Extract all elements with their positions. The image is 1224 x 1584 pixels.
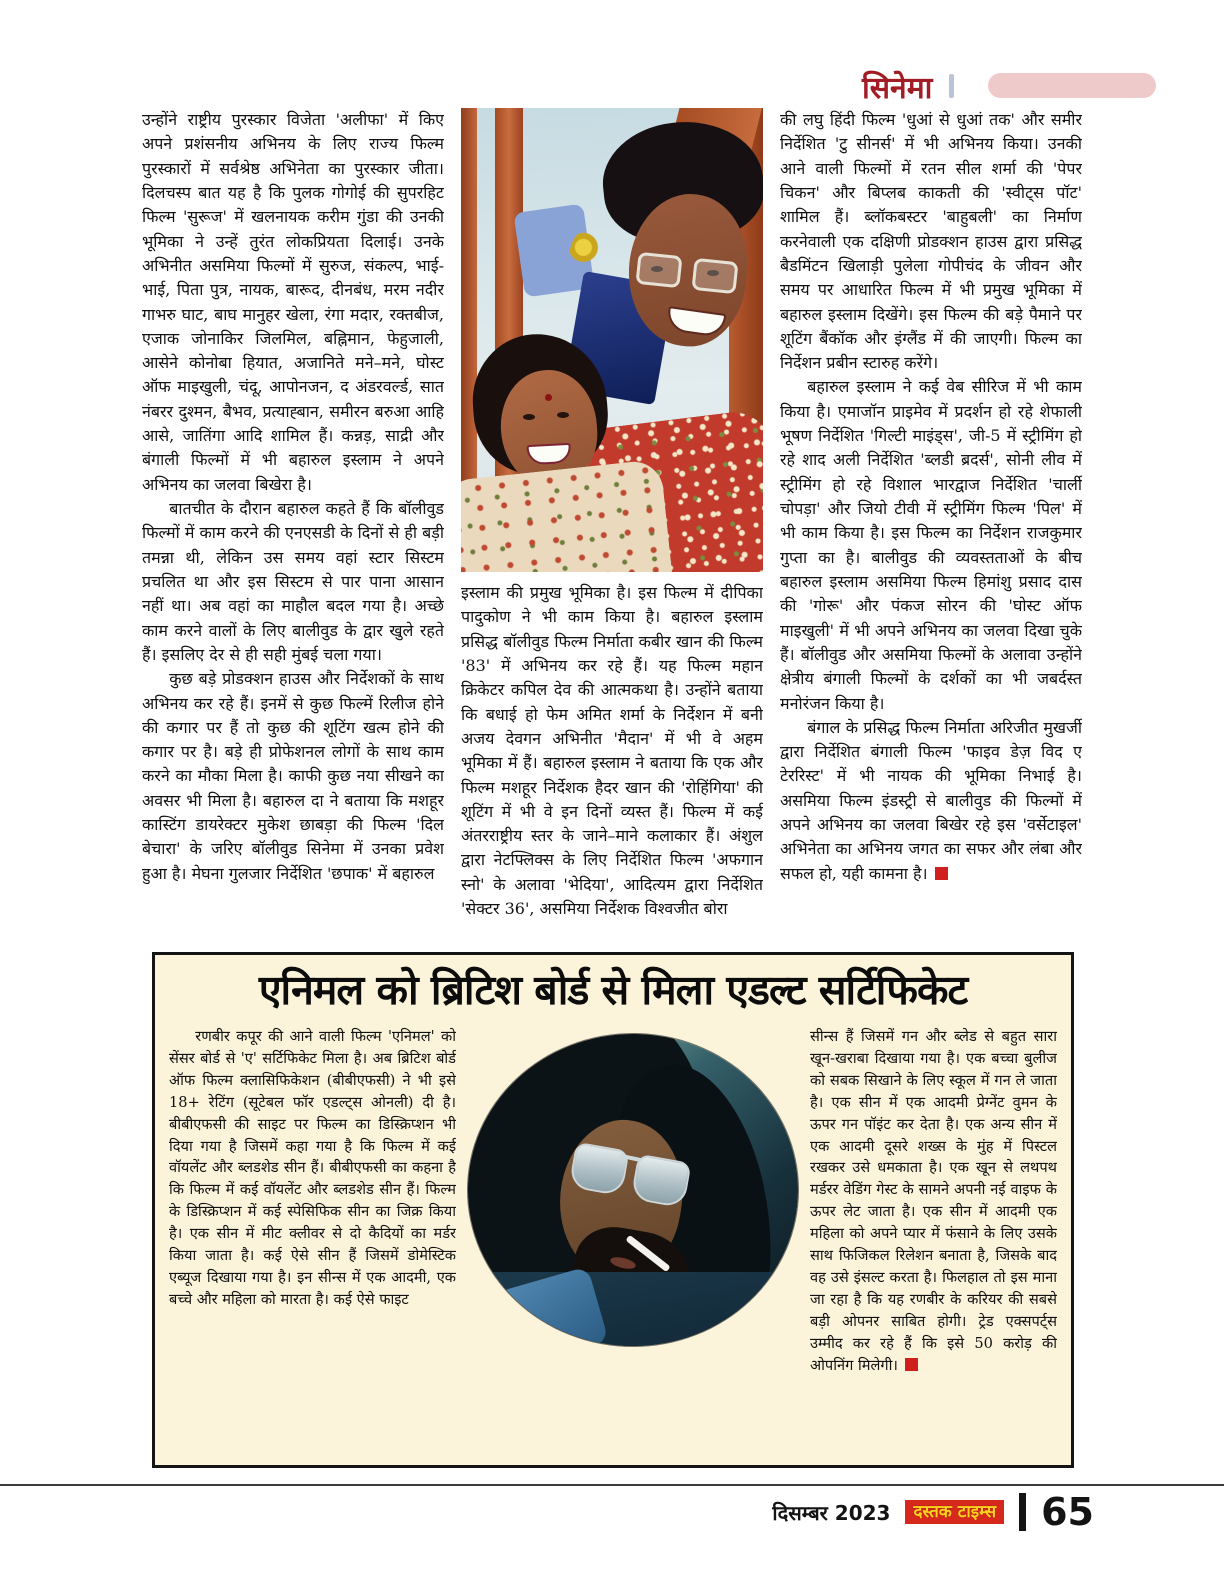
section-divider xyxy=(949,74,954,98)
box-right-column xyxy=(810,1026,1057,1426)
paragraph xyxy=(780,716,1082,886)
woman-floral-dress xyxy=(461,459,673,572)
man-glasses xyxy=(635,252,682,288)
paragraph: बहारुल इस्लाम ने कई वेब सीरिज में भी काम किया है। एमाजॉन प्राइमेव में प्रदर्शन हो रहे शेफाली भूषण निर्देशित 'गिल्टी माइंड्स', जी-5 में स्ट्रीमिंग हो रहे शाद अली निर्देशित 'ब्लडी ब्रदर्स', सोनी लीव में स्ट्रीमिंग हो रहे विशाल भारद्वाज निर्देशित 'चार्ली चोपड़ा' और जियो टीवी में स्ट्रीमिंग फिल्म 'पिल' में भी काम किया है। इस फिल्म का निर्देशन राजकुमार गुप्ता का है। बालीवुड की व्यवस्तताओं के बीच बहारुल इस्लाम असमिया फिल्म हिमांशु प्रसाद दास की 'गोरू' और पंकज सोरन की 'घोस्ट ऑफ माइखुली' में भी अपने अभिनय का जलवा दिखा चुके हैं। बॉलीवुड और असमिया फिल्मों के अलावा उन्होंने क्षेत्रीय बंगाली फिल्मों के दर्शकों का भी जबर्दस्त मनोरंजन किया है। xyxy=(780,377,1082,713)
footer-divider xyxy=(1019,1493,1026,1531)
paragraph: रणबीर कपूर की आने वाली फिल्म 'एनिमल' को सेंसर बोर्ड से 'ए' सर्टिफिकेट मिला है। अब ब्रिटिश बोर्ड ऑफ फिल्म क्लासिफिकेशन (बीबीएफसी) ने भी इसे 18+ रेटिंग (सूटेबल फॉर एडल्ट्स ओनली) दी है। बीबीएफसी की साइट पर फिल्म का डिस्क्रिप्शन भी दिया गया है जिसमें कहा गया है कि फिल्म में कई वॉयलेंट और ब्लडशेड सीन हैं। बीबीएफसी का कहना है कि फिल्म में कई वॉयलेंट और ब्लडशेड सीन हैं। फिल्म के डिस्क्रिप्शन में कई स्पेसिफिक सीन का जिक्र किया है। एक सीन में मीट क्लीवर से दो कैदियों का मर्डर किया जाता है। कई ऐसे सीन हैं जिसमें डोमेस्टिक एब्यूज दिखाया गया है। इन सीन्स में एक आदमी, एक बच्चे और महिला को मारता है। कई ऐसे फाइट xyxy=(169,1028,456,1308)
couple-photo xyxy=(461,108,763,572)
article-columns xyxy=(142,108,1082,949)
woman-bindi xyxy=(545,394,552,401)
oval-photo-area xyxy=(468,1026,798,1426)
footer-rule xyxy=(0,1484,1224,1486)
magazine-logo: दस्तक टाइम्स xyxy=(905,1500,1004,1525)
issue-date: दिसम्बर 2023 xyxy=(772,1500,891,1525)
section-title: सिनेमा xyxy=(862,71,933,106)
article-column-1 xyxy=(142,108,444,949)
box-body xyxy=(155,1018,1071,1436)
article-column-3 xyxy=(780,108,1082,949)
footer xyxy=(772,1490,1094,1534)
paragraph-text: बंगाल के प्रसिद्ध फिल्म निर्माता अरिजीत मुखर्जी द्वारा निर्देशित बंगाली फिल्म 'फाइव डेज़ विद ए टेररिस्ट' में भी नायक की भूमिका निभाई है। असमिया फिल्म इंडस्ट्री से बालीवुड की फिल्मों में अपने अभिनय का जलवा बिखेर रहे इस 'वर्सेटाइल' अभिनेता का अभिनय जगत का सफर और लंबा और सफल हो, यही कामना है। xyxy=(780,717,1082,883)
ranbir-kapoor-photo xyxy=(468,1034,798,1346)
box-left-column xyxy=(169,1026,456,1426)
paragraph-text: सीन्स हैं जिसमें गन और ब्लेड से बहुत सारा खून-खराबा दिखाया गया है। एक बच्चा बुलीज को सबक सिखाने के लिए स्कूल में गन ले जाता है। एक सीन में एक आदमी प्रेग्नेंट वुमन के ऊपर गन पॉइंट कर देता है। एक अन्य सीन में एक आदमी दूसरे शख्स के मुंह में पिस्टल रखकर उसे धमकाता है। एक खून से लथपथ मर्डरर वेडिंग गेस्ट के सामने अपनी नई वाइफ के ऊपर लेट जाता है। एक सीन में आदमी एक महिला को अपने प्यार में फंसाने के लिए उसके साथ फिजिकल रिलेशन बनाता है, जिसके बाद वह उसे इंसल्ट करता है। फिलहाल तो इस माना जा रहा है कि यह रणबीर के करियर की सबसे बड़ी ओपनर साबित होगी। ट्रेड एक्सपर्ट्स उम्मीद कर रहे हैं कि इसे 50 करोड़ की ओपनिंग मिलेगी। xyxy=(810,1028,1057,1374)
page-number: 65 xyxy=(1041,1490,1094,1534)
man-glasses xyxy=(691,258,738,294)
paragraph: इस्लाम की प्रमुख भूमिका है। इस फिल्म में दीपिका पादुकोण ने भी काम किया है। बहारुल इस्लाम प्रसिद्ध बॉलीवुड फिल्म निर्माता कबीर खान की फिल्म '83' में अभिनय कर रहे हैं। यह फिल्म महान क्रिकेटर कपिल देव की आत्मकथा है। उन्होंने बताया कि बधाई हो फेम अमित शर्मा के निर्देशन में बनी अजय देवगन अभिनीत 'मैदान' में भी वे अहम भूमिका में हैं। बहारुल इस्लाम ने बताया कि एक और फिल्म मशहूर निर्देशक हैदर खान की 'रोहिंगिया' की शूटिंग में भी वे इन दिनों व्यस्त हैं। फिल्म में कई अंतरराष्ट्रीय स्तर के जाने–माने कलाकार हैं। अंशुल द्वारा नेटफ्लिक्स के लिए निर्देशित फिल्म 'अफगान स्नो' के अलावा 'भेदिया', आदित्यम द्वारा निर्देशित 'सेक्टर 36', असमिया निर्देशक विश्वजीत बोरा xyxy=(461,583,763,919)
paragraph: उन्होंने राष्ट्रीय पुरस्कार विजेता 'अलीफा' में किए अपने प्रशंसनीय अभिनय के लिए राज्य फिल्म पुरस्कारों में सर्वश्रेष्ठ अभिनेता का पुरस्कार जीता। दिलचस्प बात यह है कि पुलक गोगोई की सुपरहिट फिल्म 'सुरूज' में खलनायक करीम गुंडा की उनकी भूमिका ने उन्हें तुरंत लोकप्रियता दिलाई। उनके अभिनीत असमिया फिल्मों में सुरुज, संकल्प, भाई-भाई, पिता पुत्र, नायक, बारूद, दीनबंध, मरम नदीर गाभरु घाट, बाघ मानुहर खेला, रंगा मदार, रक्तबीज, एजाक जोनाकिर जिलमिल, बह्निमान, फेहुजाली, आसेने कोनोबा हियात, अजानिते मने–मने, घोस्ट ऑफ माइखुली, चंदू, आपोनजन, द अंडरवर्ल्ड, सात नंबरर दुश्मन, बैभव, प्रत्याह्बान, समीरन बरुआ आहि आसे, जातिंगा आदि शामिल हैं। कन्नड़, साद्री और बंगाली फिल्मों में भी बहारुल इस्लाम ने अपने अभिनय का जलवा बिखेरा है। xyxy=(142,110,444,494)
paragraph: बातचीत के दौरान बहारुल कहते हैं कि बॉलीवुड फिल्मों में काम करने की एनएसडी के दिनों से ही बड़ी तमन्ना थी, लेकिन उस समय वहां स्टार सिस्टम प्रचलित था और इस सिस्टम से पार पाना आसान नहीं था। अब वहां का माहौल बदल गया है। अच्छे काम करने वालों के लिए बालीवुड के द्वार खुले रहते हैं। इसलिए देर से ही सही मुंबई चला गया। xyxy=(142,499,444,664)
woman-eye xyxy=(557,412,569,418)
box-headline: एनिमल को ब्रिटिश बोर्ड से मिला एडल्ट सर्टिफिकेट xyxy=(258,966,968,1014)
paragraph xyxy=(810,1026,1057,1376)
paragraph: की लघु हिंदी फिल्म 'धुआं से धुआं तक' और समीर निर्देशित 'टु सीनर्स' में भी अभिनय किया। उनकी आने वाली फिल्मों में रतन सील शर्मा की 'पेपर चिकन' और बिप्लब काकती की 'स्वीट्स पॉट' शामिल हैं। ब्लॉकबस्टर 'बाहुबली' का निर्माण करनेवाली एक दक्षिणी प्रोडक्शन हाउस द्वारा प्रसिद्ध बैडमिंटन खिलाड़ी पुलेला गोपीचंद के जीवन और समय पर आधारित फिल्म में भी प्रमुख भूमिका में बहारुल इस्लाम दिखेंगे। इस फिल्म की बड़े पैमाने पर शूटिंग बैंकॉक और इंग्लैंड में की जाएगी। फिल्म का निर्देशन प्रबीन स्टारुह करेंगे। xyxy=(780,110,1082,373)
end-of-article-marker xyxy=(905,1358,918,1371)
article-column-2 xyxy=(461,108,763,949)
end-of-article-marker xyxy=(935,867,948,880)
animal-certificate-box xyxy=(152,952,1074,1468)
section-pill-decoration xyxy=(988,73,1156,98)
paragraph: कुछ बड़े प्रोडक्शन हाउस और निर्देशकों के साथ अभिनय कर रहे हैं। इनमें से कुछ फिल्में रिलीज होने की कगार पर हैं तो कुछ की शूटिंग खत्म होने की कगार पर है। बड़े ही प्रोफेशनल लोगों के साथ काम करने का मौका मिला है। काफी कुछ नया सीखने का अवसर भी मिला है। बहारुल दा ने बताया कि मशहूर कास्टिंग डायरेक्टर मुकेश छाबड़ा की फिल्म 'दिल बेचारा' के जरिए बॉलीवुड सिनेमा में उनका प्रवेश हुआ है। मेघना गुलजार निर्देशित 'छपाक' में बहारुल xyxy=(142,669,444,883)
section-header xyxy=(0,66,1224,110)
woman-eye xyxy=(523,414,535,420)
